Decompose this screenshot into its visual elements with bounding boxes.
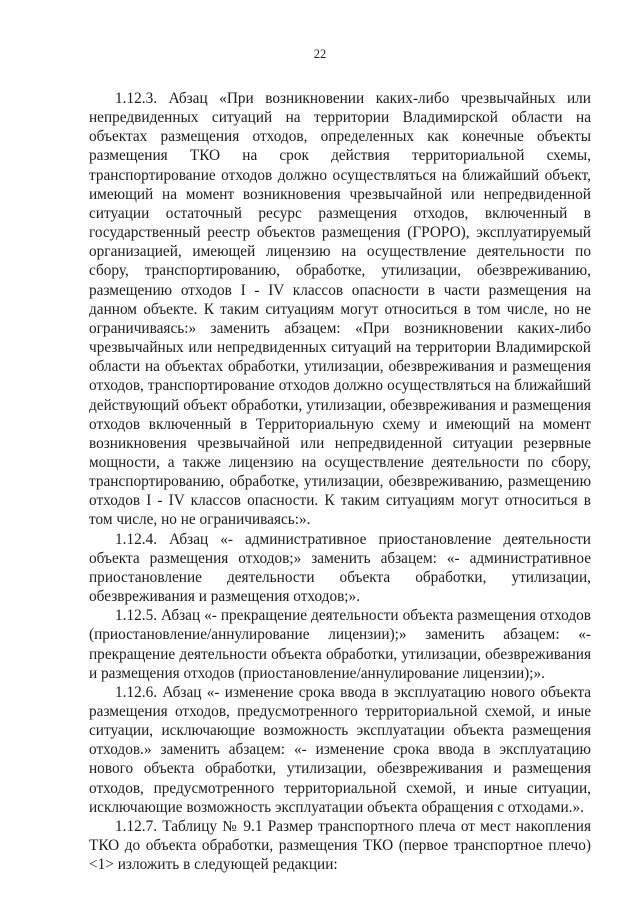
paragraph-1-12-4: 1.12.4. Абзац «- административное приостановление деятельности объекта размещения отходов;» заменить абзацем: «- административное приостановление деятельности объекта обработки, утилизации, обезвреживания и размещения отходов;».	[89, 530, 591, 606]
paragraph-1-12-3: 1.12.3. Абзац «При возникновении каких-либо чрезвычайных или непредвиденных ситуаций на территории Владимирской области на объектах размещения отходов, определенных как конечные объекты размещения ТКО на срок действия территориальной схемы, транспортирование отходов должно осуществляться на ближайший объект, имеющий на момент возникновения чрезвычайной или непредвиденной ситуации остаточный ресурс размещения отходов, включенный в государственный реестр объектов размещения (ГРОРО), эксплуатируемый организацией, имеющей лицензию на осуществление деятельности по сбору, транспортированию, обработке, утилизации, обезвреживанию, размещению отходов I - IV классов опасности в части размещения на данном объекте. К таким ситуациям могут относиться в том числе, но не ограничиваясь:» заменить абзацем: «При возникновении каких-либо чрезвычайных или непредвиденных ситуаций на территории Владимирской области на объектах обработки, утилизации, обезвреживания и размещения отходов, транспортирование отходов должно осуществляться на ближайший действующий объект обработки, утилизации, обезвреживания и размещения отходов включенный в Территориальную схему и имеющий на момент возникновения чрезвычайной или непредвиденной ситуации резервные мощности, а также лицензию на осуществление деятельности по сбору, транспортированию, обработке, утилизации, обезвреживанию, размещению отходов I - IV классов опасности. К таким ситуациям могут относиться в том числе, но не ограничиваясь:».	[89, 90, 591, 529]
paragraph-1-12-6: 1.12.6. Абзац «- изменение срока ввода в эксплуатацию нового объекта размещения отходов, предусмотренного территориальной схемой, и иные ситуации, исключающие возможность эксплуатации объекта размещения отходов.» заменить абзацем: «- изменение срока ввода в эксплуатацию нового объекта обработки, утилизации, обезвреживания и размещения отходов, предусмотренного территориальной схемой, и иные ситуации, исключающие возможность эксплуатации объекта обращения с отходами.».	[89, 683, 591, 816]
document-body	[89, 89, 591, 874]
paragraph-1-12-7: 1.12.7. Таблицу № 9.1 Размер транспортного плеча от мест накопления ТКО до объекта обработки, размещения ТКО (первое транспортное плечо) <1> изложить в следующей редакции:	[89, 817, 591, 874]
page-number: 22	[313, 47, 327, 61]
paragraph-1-12-5: 1.12.5. Абзац «- прекращение деятельности объекта размещения отходов (приостановление/аннулирование лицензии);» заменить абзацем: «- прекращение деятельности объекта обработки, утилизации, обезвреживания и размещения отходов (приостановление/аннулирование лицензии);».	[89, 607, 591, 682]
